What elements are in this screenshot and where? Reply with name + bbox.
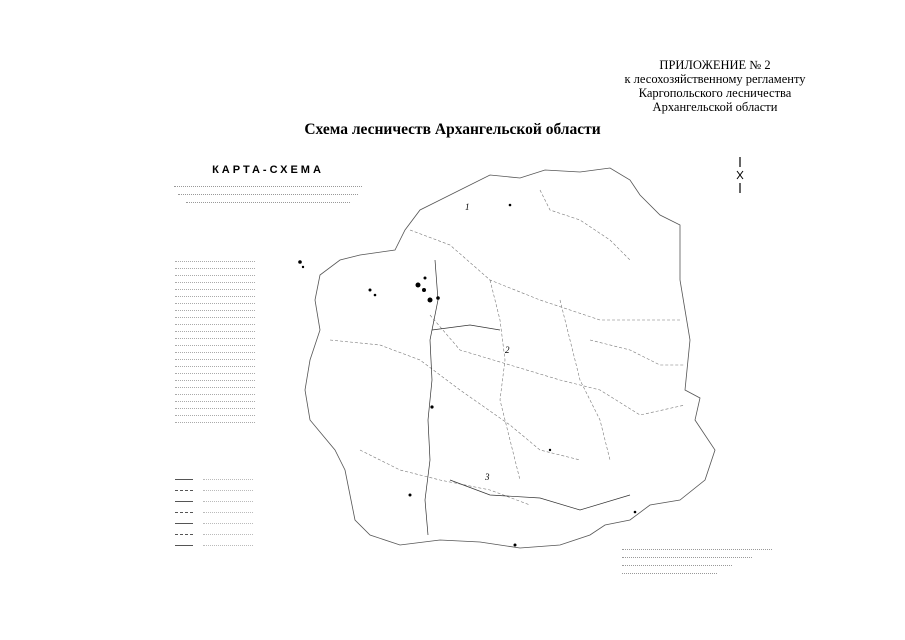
rivers <box>425 260 630 535</box>
forestry-map <box>160 150 800 590</box>
appendix-reference: к лесохозяйственному регламенту <box>624 72 806 86</box>
map-title: КАРТА-СХЕМА <box>212 164 324 176</box>
region-number-3: 3 <box>485 472 490 482</box>
region-number-1: 1 <box>465 202 470 212</box>
appendix-region: Архангельской области <box>652 100 778 114</box>
page-title: Схема лесничеств Архангельской области <box>304 121 601 138</box>
appendix-forestry: Каргопольского лесничества <box>638 86 792 100</box>
settlements <box>298 204 636 547</box>
region-labels <box>465 202 510 482</box>
map-outline <box>305 168 715 548</box>
region-number-2: 2 <box>505 345 510 355</box>
appendix-number: ПРИЛОЖЕНИЕ № 2 <box>659 58 771 72</box>
appendix-heading <box>585 58 845 114</box>
map-notes <box>622 544 772 576</box>
